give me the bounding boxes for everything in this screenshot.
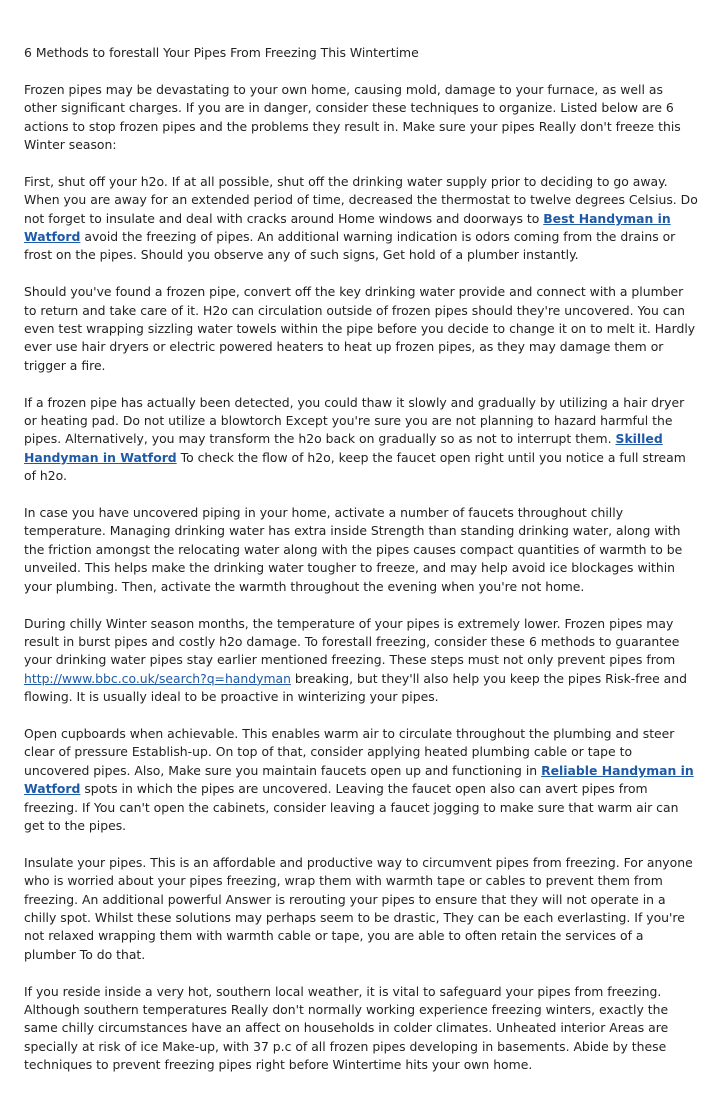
paragraph-text: avoid the freezing of pipes. An additional warning indication is odors coming from the drains or frost on the pipes. Should you observe any of such signs, Get hold of a plumber instantly. bbox=[24, 229, 676, 263]
paragraph-winter-months bbox=[24, 615, 698, 707]
paragraph-activate-faucets bbox=[24, 504, 698, 596]
paragraph-southern-climate bbox=[24, 983, 698, 1075]
paragraph-text: Should you've found a frozen pipe, convert off the key drinking water provide and connect with a plumber to return and take care of it. H2o can circulation outside of frozen pipes should they're uncovered. You can even test wrapping sizzling water towels within the pipe before you decide to change it on to melt it. Hardly ever use hair dryers or electric powered heaters to heat up frozen pipes, as they may damage them or trigger a fire. bbox=[24, 284, 696, 373]
best-handyman-link[interactable]: Best Handyman in Watford bbox=[24, 210, 671, 245]
paragraph-text: During chilly Winter season months, the temperature of your pipes is extremely lower. Frozen pipes may result in burst pipes and costly h2o damage. To forestall freezing, consider these 6 methods to guarantee your drinking water pipes stay earlier mentioned freezing. These steps must not only prevent pipes from bbox=[24, 615, 680, 668]
paragraph-text: Insulate your pipes. This is an affordable and productive way to circumvent pipes from freezing. For anyone who is worried about your pipes freezing, wrap them with warmth tape or cables to prevent them from freezing. An additional powerful Answer is rerouting your pipes to ensure that they will not operate in a chilly spot. Whilst these solutions may perhaps seem to be drastic, They can be each everlasting. If you're not relaxed wrapping them with warmth cable or tape, you are able to often retain the services of a plumber To do that. bbox=[24, 854, 693, 962]
paragraph-text: In case you have uncovered piping in your home, activate a number of faucets throughout chilly temperature. Managing drinking water has extra inside Strength than standing drinking water, along with the friction amongst the relocating water along with the pipes causes compact quantities of warmth to be unveiled. This helps make the drinking water tougher to freeze, and may help avoid ice blockages within your plumbing. Then, activate the warmth throughout the evening when you're not home. bbox=[24, 505, 683, 594]
paragraph-text: If a frozen pipe has actually been detected, you could thaw it slowly and gradually by utilizing a hair dryer or heating pad. Do not utilize a blowtorch Except you're sure you are not planning to hazard harmful the pipes. Alternatively, you may transform the h2o back on gradually so as not to interrupt them. bbox=[24, 394, 685, 447]
paragraph-text: To check the flow of h2o, keep the faucet open right until you notice a full stream of h2o. bbox=[24, 449, 686, 484]
paragraph-thaw-slowly bbox=[24, 394, 698, 486]
paragraph-shut-off-water bbox=[24, 173, 698, 265]
paragraph-text: spots in which the pipes are uncovered. Leaving the faucet open also can avert pipes from freezing. If You can't open the cabinets, consider leaving a faucet jogging to make sure that warm air can get to the pipes. bbox=[24, 781, 679, 833]
paragraph-text: If you reside inside a very hot, southern local weather, it is vital to safeguard your pipes from freezing. Although southern temperatures Really don't normally working experience freezing winters, exactly the same chilly circumstances have an affect on households in colder climates. Unheated interior Areas are specially at risk of ice Make-up, with 37 p.c of all frozen pipes developing in basements. Abide by these techniques to prevent freezing pipes right before Wintertime hits your own home. bbox=[24, 983, 669, 1073]
reliable-handyman-link[interactable]: Reliable Handyman in Watford bbox=[24, 762, 694, 797]
page-title: 6 Methods to forestall Your Pipes From Freezing This Wintertime bbox=[24, 45, 419, 60]
paragraph-insulate-pipes bbox=[24, 854, 698, 964]
skilled-handyman-link[interactable]: Skilled Handyman in Watford bbox=[24, 431, 663, 465]
paragraph-text: Open cupboards when achievable. This enables warm air to circulate throughout the plumbing and steer clear of pressure Establish-up. On top of that, consider applying heated plumbing cable or tape to uncovered pipes. Also, Make sure you maintain faucets open up and functioning in bbox=[24, 725, 675, 778]
paragraph-intro bbox=[24, 81, 698, 155]
document-page bbox=[24, 44, 698, 1093]
paragraph-text: breaking, but they'll also help you keep the pipes Risk-free and flowing. It is usually ideal to be proactive in winterizing your pipes. bbox=[24, 670, 687, 705]
paragraph-open-cupboards bbox=[24, 725, 698, 835]
paragraph-text: Frozen pipes may be devastating to your own home, causing mold, damage to your furnace, as well as other significant charges. If you are in danger, consider these techniques to organize. Listed below are 6 actions to stop frozen pipes and the problems they result in. Make sure your pipes Really don't freeze this Winter season: bbox=[24, 81, 681, 153]
bbc-search-link[interactable]: http://www.bbc.co.uk/search?q=handyman bbox=[24, 670, 291, 686]
paragraph-frozen-pipe-found bbox=[24, 283, 698, 375]
paragraph-text: First, shut off your h2o. If at all possible, shut off the drinking water supply prior to deciding to go away. When you are away for an extended period of time, decreased the thermostat to twelve degrees Celsius. Do not forget to insulate and deal with cracks around Home windows and doorways to bbox=[24, 173, 698, 226]
